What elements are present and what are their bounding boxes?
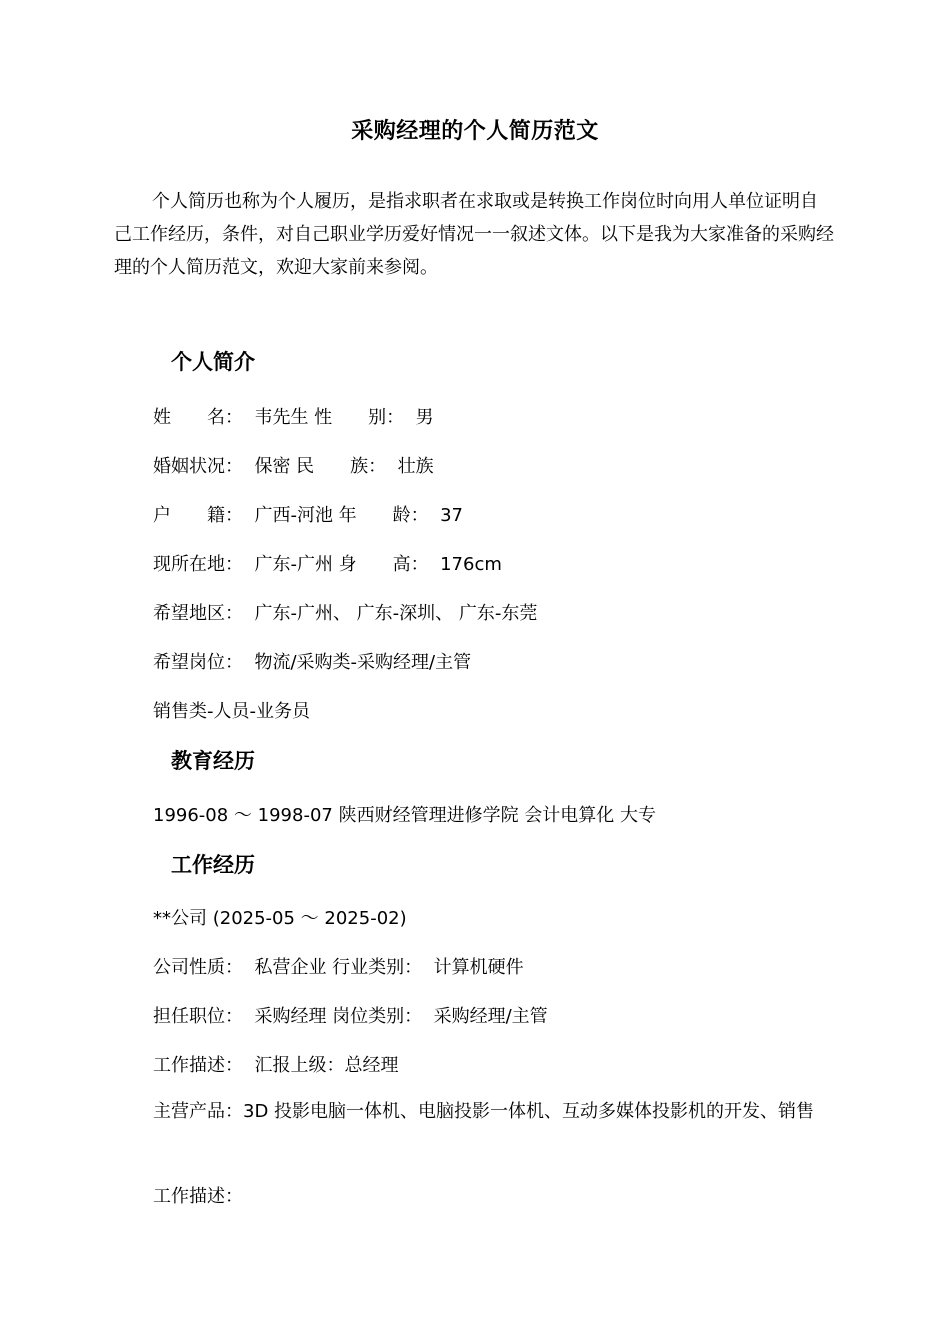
education-heading: 教育经历 <box>171 749 255 773</box>
intro-paragraph: 个人简历也称为个人履历，是指求职者在求取或是转换工作岗位时向用人单位证明自己工作经历，条件，对自己职业学历爱好情况一一叙述文体。以下是我为大家准备的采购经理的个人简历范文，欢迎大家前来参阅。 <box>114 191 834 278</box>
profile-line-sales-category: 销售类-人员-业务员 <box>153 701 310 722</box>
profile-line-desired-region: 希望地区： 广东-广州、 广东-深圳、 广东-东莞 <box>153 603 538 624</box>
profile-line-marital-ethnicity: 婚姻状况： 保密 民 族： 壮族 <box>153 456 434 477</box>
profile-heading: 个人简介 <box>171 350 255 374</box>
work-description-label: 工作描述： <box>153 1186 243 1207</box>
document-title: 采购经理的个人简历范文 <box>351 119 599 144</box>
profile-line-name-gender: 姓 名： 韦先生 性 别： 男 <box>153 407 434 428</box>
work-line-company-type: 公司性质： 私营企业 行业类别： 计算机硬件 <box>153 957 524 978</box>
work-line-company: **公司 (2025-05 ～ 2025-02) <box>153 908 407 929</box>
profile-line-location-height: 现所在地： 广东-广州 身 高： 176cm <box>153 554 502 575</box>
profile-line-desired-position: 希望岗位： 物流/采购类-采购经理/主管 <box>153 652 472 673</box>
work-products-paragraph: 主营产品：3D 投影电脑一体机、电脑投影一体机、互动多媒体投影机的开发、销售 <box>153 1101 815 1122</box>
work-line-report-to: 工作描述： 汇报上级：总经理 <box>153 1055 399 1076</box>
profile-line-origin-age: 户 籍： 广西-河池 年 龄： 37 <box>153 505 464 526</box>
education-line: 1996-08 ～ 1998-07 陕西财经管理进修学院 会计电算化 大专 <box>153 805 657 826</box>
work-line-position: 担任职位： 采购经理 岗位类别： 采购经理/主管 <box>153 1006 548 1027</box>
work-heading: 工作经历 <box>171 853 255 877</box>
